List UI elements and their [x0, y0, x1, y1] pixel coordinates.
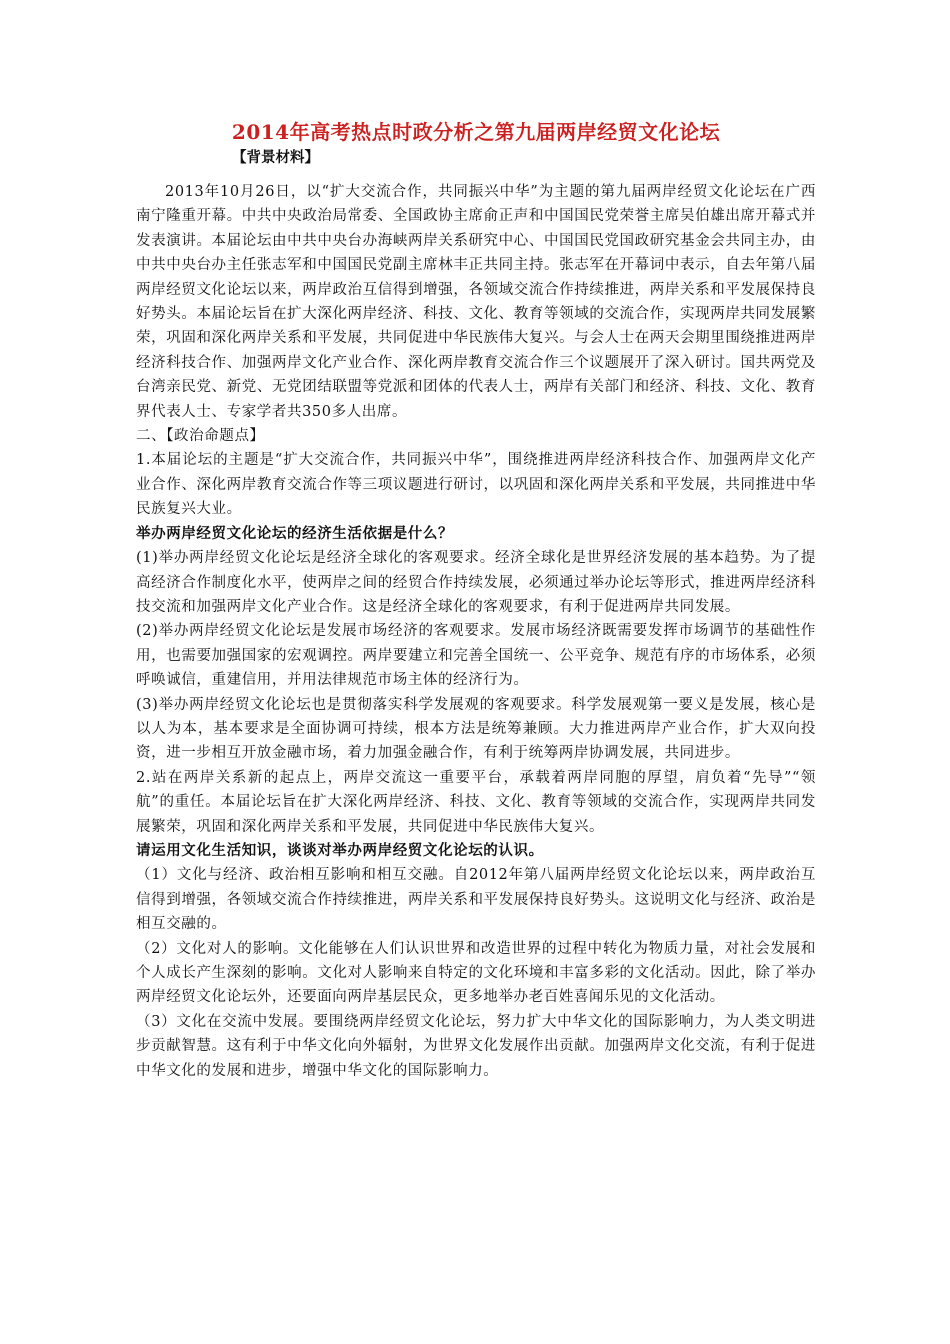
background-paragraph: 2013年10月26日，以“扩大交流合作，共同振兴中华”为主题的第九届两岸经贸文化论坛在广西南宁隆重开幕。中共中央政治局常委、全国政协主席俞正声和中国国民党荣誉主席吴伯雄出席开幕式并发表演讲。本届论坛由中共中央台办海峡两岸关系研究中心、中国国民党国政研究基金会共同主办，由中共中央台办主任张志军和中国国民党副主席林丰正共同主持。张志军在开幕词中表示，自去年第八届两岸经贸文化论坛以来，两岸政治互信得到增强，各领域交流合作持续推进，两岸关系和平发展保持良好势头。本届论坛旨在扩大深化两岸经济、科技、文化、教育等领域的交流合作，实现两岸共同发展繁荣，巩固和深化两岸关系和平发展，共同促进中华民族伟大复兴。与会人士在两天会期里围绕推进两岸经济科技合作、加强两岸文化产业合作、深化两岸教育交流合作三个议题展开了深入研讨。国共两党及台湾亲民党、新党、无党团结联盟等党派和团体的代表人士，两岸有关部门和经济、科技、文化、教育界代表人士、专家学者共350多人出席。	[136, 184, 816, 420]
answer-2-3: （3）文化在交流中发展。要围绕两岸经贸文化论坛，努力扩大中华文化的国际影响力，为人类文明进步贡献智慧。这有利于中华文化向外辐射，为世界文化发展作出贡献。加强两岸文化交流，有利于促进中华文化的发展和进步，增强中华文化的国际影响力。	[136, 1013, 816, 1079]
answer-2-2: （2）文化对人的影响。文化能够在人们认识世界和改造世界的过程中转化为物质力量，对社会发展和个人成长产生深刻的影响。文化对人影响来自特定的文化环境和丰富多彩的文化活动。因此，除了举办两岸经贸文化论坛外，还要面向两岸基层民众，更多地举办老百姓喜闻乐见的文化活动。	[136, 940, 816, 1006]
answer-1-2: (2)举办两岸经贸文化论坛是发展市场经济的客观要求。发展市场经济既需要发挥市场调节的基础性作用，也需要加强国家的宏观调控。两岸要建立和完善全国统一、公平竞争、规范有序的市场体系，必须呼唤诚信，重建信用，并用法律规范市场主体的经济行为。	[136, 623, 816, 689]
section-2-heading: 二、【政治命题点】	[136, 428, 265, 445]
document-page	[136, 118, 816, 1083]
document-title: 2014年高考热点时政分析之第九届两岸经贸文化论坛	[231, 120, 721, 144]
answer-1-1: (1)举办两岸经贸文化论坛是经济全球化的客观要求。经济全球化是世界经济发展的基本趋势。为了提高经济合作制度化水平，使两岸之间的经贸合作持续发展，必须通过举办论坛等形式，推进两岸经济科技交流和加强两岸文化产业合作。这是经济全球化的客观要求，有利于促进两岸共同发展。	[136, 550, 816, 615]
answer-1-3: (3)举办两岸经贸文化论坛也是贯彻落实科学发展观的客观要求。科学发展观第一要义是发展，核心是以人为本，基本要求是全面协调可持续，根本方法是统筹兼顾。大力推进两岸产业合作，扩大双向投资，进一步相互开放金融市场，着力加强金融合作，有利于统筹两岸协调发展，共同进步。	[136, 696, 816, 762]
question-1: 举办两岸经贸文化论坛的经济生活依据是什么？	[136, 524, 454, 542]
answer-2-1: （1）文化与经济、政治相互影响和相互交融。自2012年第八届两岸经贸文化论坛以来，两岸政治互信得到增强，各领域交流合作持续推进，两岸关系和平发展保持良好势头。这说明文化与经济、政治是相互交融的。	[136, 867, 816, 933]
point-2-paragraph: 2.站在两岸关系新的起点上，两岸交流这一重要平台，承载着两岸同胞的厚望，肩负着“先导”“领航”的重任。本届论坛旨在扩大深化两岸经济、科技、文化、教育等领域的交流合作，实现两岸共同发展繁荣，巩固和深化两岸关系和平发展，共同促进中华民族伟大复兴。	[136, 769, 816, 835]
background-heading: 【背景材料】	[232, 149, 319, 166]
question-2: 请运用文化生活知识，谈谈对举办两岸经贸文化论坛的认识。	[136, 841, 544, 859]
point-1-paragraph: 1.本届论坛的主题是“扩大交流合作，共同振兴中华”，围绕推进两岸经济科技合作、加强两岸文化产业合作、深化两岸教育交流合作等三项议题进行研讨，以巩固和深化两岸关系和平发展，共同推进中华民族复兴大业。	[136, 452, 816, 518]
